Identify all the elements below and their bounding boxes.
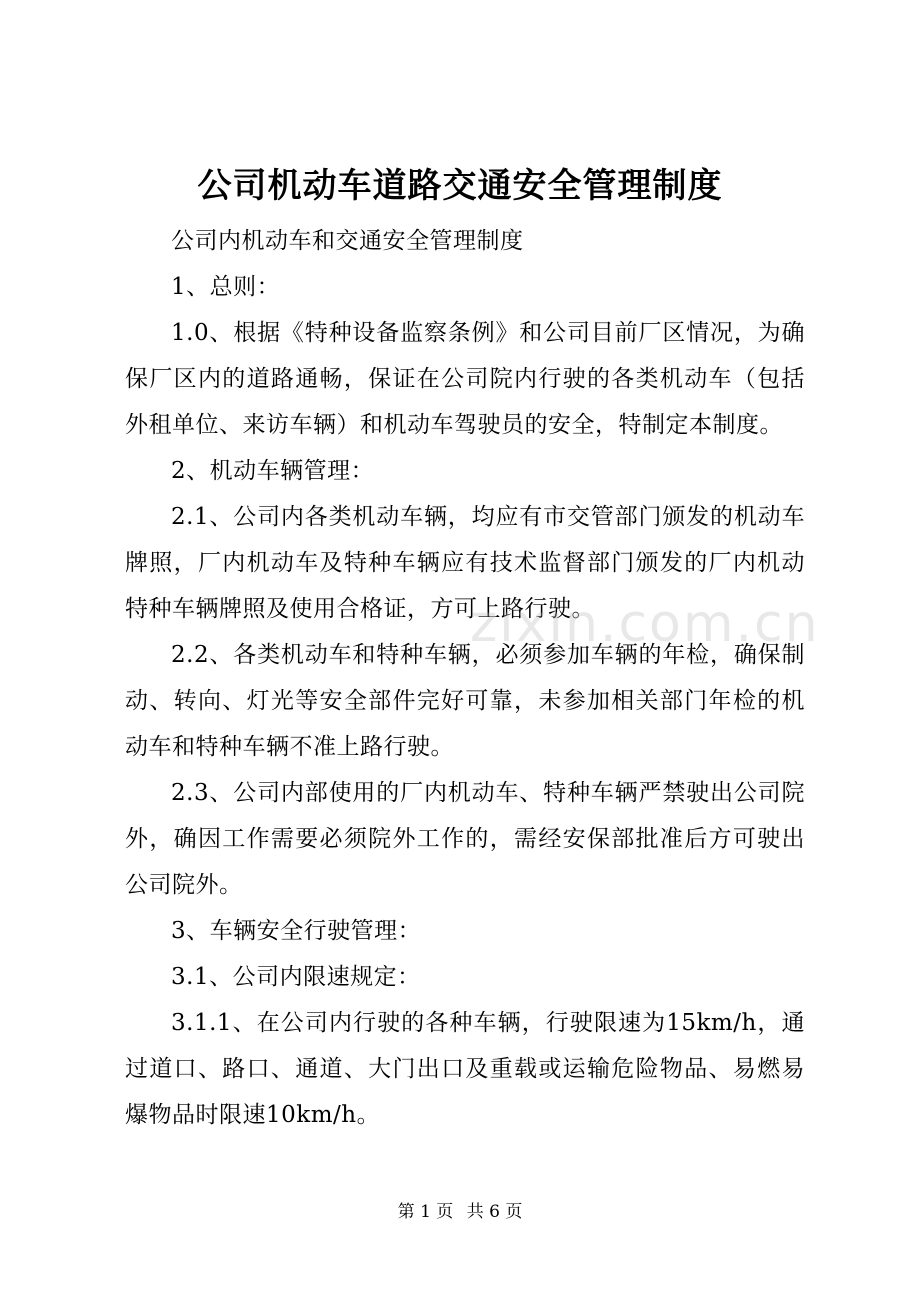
paragraph-3-1-1: 3.1.1、在公司内行驶的各种车辆，行驶限速为15km/h，通过道口、路口、通道、大门出口及重载或运输危险物品、易燃易爆物品时限速10km/h。 [125,1010,805,1128]
document-body [125,218,805,1138]
page-total: 共 6 页 [466,1202,523,1222]
paragraph-subtitle: 公司内机动车和交通安全管理制度 [171,228,524,254]
paragraph-3-1: 3.1、公司内限速规定： [171,964,421,990]
paragraph-2-1: 2.1、公司内各类机动车辆，均应有市交管部门颁发的机动车牌照，厂内机动车及特种车辆应有技术监督部门颁发的厂内机动特种车辆牌照及使用合格证，方可上路行驶。 [125,504,805,622]
paragraph-section-3: 3、车辆安全行驶管理： [171,918,422,944]
paragraph-1-0: 1.0、根据《特种设备监察条例》和公司目前厂区情况，为确保厂区内的道路通畅，保证在公司院内行驶的各类机动车（包括外租单位、来访车辆）和机动车驾驶员的安全，特制定本制度。 [125,320,805,438]
page-footer [0,1198,920,1226]
paragraph-section-1: 1、总则： [171,274,281,300]
watermark: zixin.com.cn [470,594,820,654]
document-title: 公司机动车道路交通安全管理制度 [197,166,723,206]
page-number: 第 1 页 [397,1202,454,1222]
paragraph-2-2: 2.2、各类机动车和特种车辆，必须参加车辆的年检，确保制动、转向、灯光等安全部件完好可靠，未参加相关部门年检的机动车和特种车辆不准上路行驶。 [125,642,805,760]
paragraph-2-3: 2.3、公司内部使用的厂内机动车、特种车辆严禁驶出公司院外，确因工作需要必须院外工作的，需经安保部批准后方可驶出公司院外。 [125,780,805,898]
paragraph-section-2: 2、机动车辆管理： [171,458,375,484]
